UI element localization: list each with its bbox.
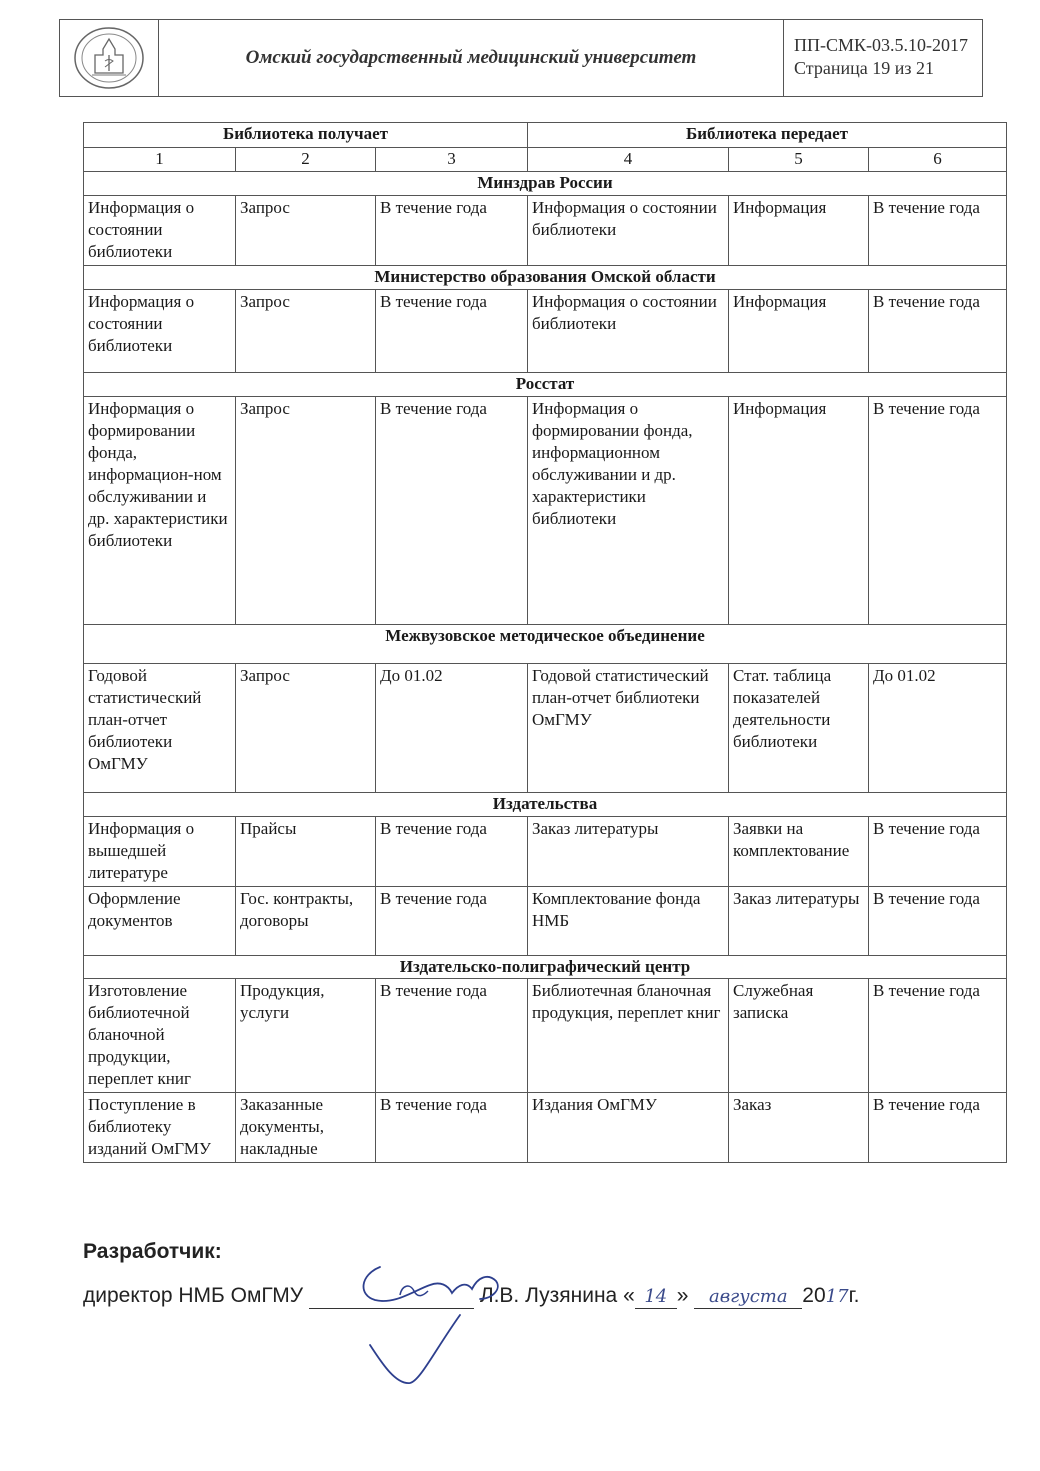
table-cell: В течение года [869, 887, 1007, 956]
table-cell: В течение года [376, 397, 528, 625]
developer-position: директор НМБ ОмГМУ [83, 1284, 304, 1307]
column-number: 2 [236, 148, 376, 172]
table-cell: Информация [729, 196, 869, 266]
section-title: Министерство образования Омской области [84, 266, 1007, 290]
column-number: 4 [528, 148, 729, 172]
handwritten-signature-icon [340, 1255, 520, 1390]
table-cell: Информация о вышедшей литературе [84, 817, 236, 887]
table-cell: В течение года [869, 397, 1007, 625]
table-cell: Информация о состоянии библиотеки [528, 196, 729, 266]
table-cell: Прайсы [236, 817, 376, 887]
table-cell: Информация о формировании фонда, информацион-ном обслуживании и др. характеристики библиотеки [84, 397, 236, 625]
table-cell: В течение года [869, 817, 1007, 887]
table-cell: В течение года [376, 817, 528, 887]
table-cell: В течение года [869, 979, 1007, 1093]
section-header-row [84, 172, 1007, 196]
table-cell: Библиотечная бланочная продукция, переплет книг [528, 979, 729, 1093]
quote-open: « [623, 1284, 635, 1307]
table-cell: Издания ОмГМУ [528, 1093, 729, 1163]
handwritten-year: 17 [825, 1286, 849, 1307]
table-cell: Служебная записка [729, 979, 869, 1093]
section-title: Межвузовское методическое объединение [84, 625, 1007, 664]
quote-close: » [676, 1284, 689, 1307]
table-cell: В течение года [869, 1093, 1007, 1163]
table-cell: До 01.02 [376, 664, 528, 793]
table-cell: Гос. контракты, договоры [236, 887, 376, 956]
table-cell: Изготовление библиотечной бланочной продукции, переплет книг [84, 979, 236, 1093]
table-cell: В течение года [376, 196, 528, 266]
year-prefix: 20 [802, 1284, 826, 1307]
section-header-row [84, 625, 1007, 664]
year-suffix: г. [848, 1284, 860, 1307]
table-cell: В течение года [376, 290, 528, 373]
handwritten-day: 14 [644, 1286, 668, 1307]
table-row [84, 979, 1007, 1093]
table-cell: Продукция, услуги [236, 979, 376, 1093]
table-cell: В течение года [376, 887, 528, 956]
table-cell: Запрос [236, 290, 376, 373]
table-row [84, 817, 1007, 887]
section-header-row [84, 266, 1007, 290]
table-cell: Информация о состоянии библиотеки [84, 196, 236, 266]
university-title: Омский государственный медицинский университет [159, 20, 784, 96]
table-cell: Информация [729, 290, 869, 373]
table-row [84, 664, 1007, 793]
month-field [694, 1284, 802, 1309]
table-cell: Комплектование фонда НМБ [528, 887, 729, 956]
signature-line [83, 1284, 983, 1309]
university-seal-icon [70, 25, 148, 91]
document-code: ПП-СМК-03.5.10-2017 [794, 35, 968, 55]
section-title: Росстат [84, 373, 1007, 397]
table-cell: Заказанные документы, накладные [236, 1093, 376, 1163]
table-cell: Оформление документов [84, 887, 236, 956]
table-cell: До 01.02 [869, 664, 1007, 793]
signature-block [83, 1240, 983, 1309]
table-cell: В течение года [869, 290, 1007, 373]
column-number: 5 [729, 148, 869, 172]
section-title: Издательско-полиграфический центр [84, 956, 1007, 979]
table-cell: Информация о формировании фонда, информационном обслуживании и др. характеристики библиотеки [528, 397, 729, 625]
table-cell: Заказ литературы [528, 817, 729, 887]
table-cell: Запрос [236, 397, 376, 625]
column-number: 1 [84, 148, 236, 172]
section-title: Минздрав России [84, 172, 1007, 196]
university-logo [60, 20, 159, 96]
table-cell: Заявки на комплектование [729, 817, 869, 887]
section-title: Издательства [84, 793, 1007, 817]
table-cell: Стат. таблица показателей деятельности библиотеки [729, 664, 869, 793]
table-cell: Годовой статистический план-отчет библиотеки ОмГМУ [528, 664, 729, 793]
table-row [84, 887, 1007, 956]
table-cell: Информация о состоянии библиотеки [84, 290, 236, 373]
table-cell: Запрос [236, 196, 376, 266]
column-number-row [84, 148, 1007, 172]
table-row [84, 196, 1007, 266]
table-cell: Запрос [236, 664, 376, 793]
table-cell: Информация [729, 397, 869, 625]
page-header [59, 19, 983, 97]
table-cell: В течение года [869, 196, 1007, 266]
document-info [784, 20, 982, 96]
section-header-row [84, 373, 1007, 397]
table-row [84, 290, 1007, 373]
table-cell: Заказ [729, 1093, 869, 1163]
table-cell: В течение года [376, 979, 528, 1093]
table-cell: Годовой статистический план-отчет библиотеки ОмГМУ [84, 664, 236, 793]
developer-name: Л.В. Лузянина [479, 1284, 618, 1307]
library-transmits-header: Библиотека передает [528, 123, 1007, 148]
interaction-table [83, 122, 1007, 1163]
group-header-row [84, 123, 1007, 148]
table-cell: Поступление в библиотеку изданий ОмГМУ [84, 1093, 236, 1163]
column-number: 3 [376, 148, 528, 172]
table-cell: В течение года [376, 1093, 528, 1163]
handwritten-month: августа [708, 1286, 788, 1307]
table-cell: Заказ литературы [729, 887, 869, 956]
day-field [635, 1284, 677, 1309]
developer-label: Разработчик: [83, 1240, 222, 1263]
section-header-row [84, 793, 1007, 817]
page-number: Страница 19 из 21 [794, 58, 934, 78]
library-receives-header: Библиотека получает [84, 123, 528, 148]
table-cell: Информация о состоянии библиотеки [528, 290, 729, 373]
table-row [84, 397, 1007, 625]
table-row [84, 1093, 1007, 1163]
column-number: 6 [869, 148, 1007, 172]
section-header-row [84, 956, 1007, 979]
